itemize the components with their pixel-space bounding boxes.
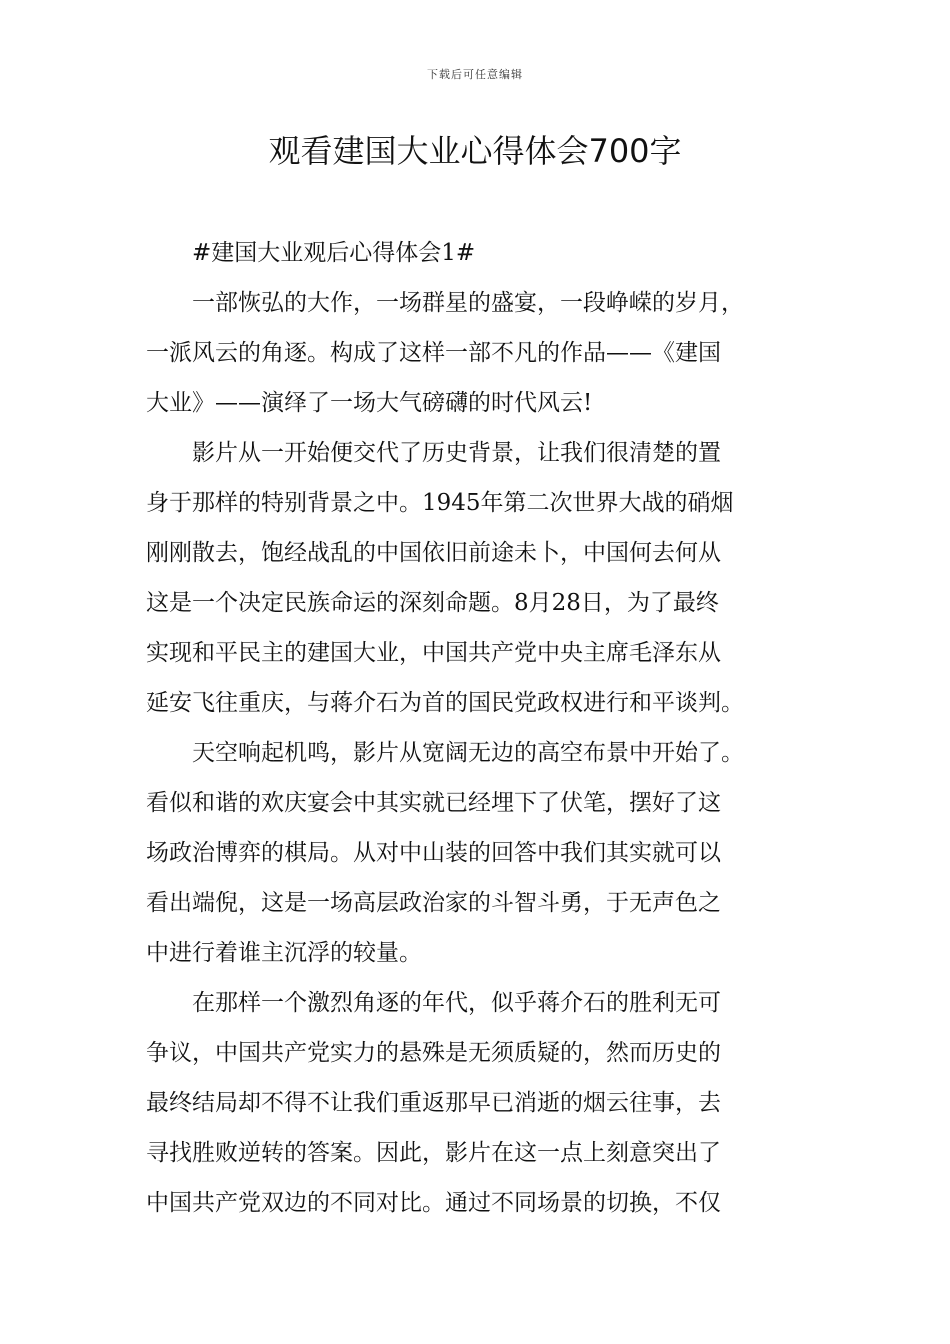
- paragraph-line: 大业》——演绎了一场大气磅礴的时代风云!: [146, 390, 593, 416]
- paragraph-line: 场政治博弈的棋局。从对中山装的回答中我们其实就可以: [146, 840, 721, 866]
- paragraph-1: [146, 278, 808, 428]
- paragraph-line: 身于那样的特别背景之中。1945年第二次世界大战的硝烟: [146, 490, 734, 516]
- document-body: [146, 228, 808, 1228]
- paragraph-line: 一派风云的角逐。构成了这样一部不凡的作品——《建国: [146, 340, 721, 366]
- header-note: 下载后可任意编辑: [427, 68, 523, 81]
- paragraph-line: 影片从一开始便交代了历史背景，让我们很清楚的置: [192, 440, 721, 466]
- document-title: 观看建国大业心得体会700字: [268, 132, 682, 170]
- paragraph-line: 寻找胜败逆转的答案。因此，影片在这一点上刻意突出了: [146, 1140, 721, 1166]
- paragraph-line: 中进行着谁主沉浮的较量。: [146, 940, 422, 966]
- paragraph-line: 争议，中国共产党实力的悬殊是无须质疑的，然而历史的: [146, 1040, 721, 1066]
- paragraph-line: 这是一个决定民族命运的深刻命题。8月28日，为了最终: [146, 590, 719, 616]
- paragraph-line: 看出端倪，这是一场高层政治家的斗智斗勇，于无声色之: [146, 890, 721, 916]
- paragraph-line: 中国共产党双边的不同对比。通过不同场景的切换，不仅: [146, 1190, 721, 1216]
- paragraph-line: 在那样一个激烈角逐的年代，似乎蒋介石的胜利无可: [192, 990, 721, 1016]
- paragraph-2: [146, 428, 808, 728]
- paragraph-4: [146, 978, 808, 1228]
- paragraph-line: 最终结局却不得不让我们重返那早已消逝的烟云往事，去: [146, 1090, 721, 1116]
- paragraph-line: 延安飞往重庆，与蒋介石为首的国民党政权进行和平谈判。: [146, 690, 744, 716]
- section-heading: #建国大业观后心得体会1#: [192, 240, 476, 266]
- paragraph-line: 天空响起机鸣，影片从宽阔无边的高空布景中开始了。: [192, 740, 744, 766]
- paragraph-line: 一部恢弘的大作，一场群星的盛宴，一段峥嵘的岁月，: [192, 290, 744, 316]
- paragraph-line: 实现和平民主的建国大业，中国共产党中央主席毛泽东从: [146, 640, 721, 666]
- paragraph-line: 刚刚散去，饱经战乱的中国依旧前途未卜，中国何去何从: [146, 540, 721, 566]
- paragraph-3: [146, 728, 808, 978]
- paragraph-line: 看似和谐的欢庆宴会中其实就已经埋下了伏笔，摆好了这: [146, 790, 721, 816]
